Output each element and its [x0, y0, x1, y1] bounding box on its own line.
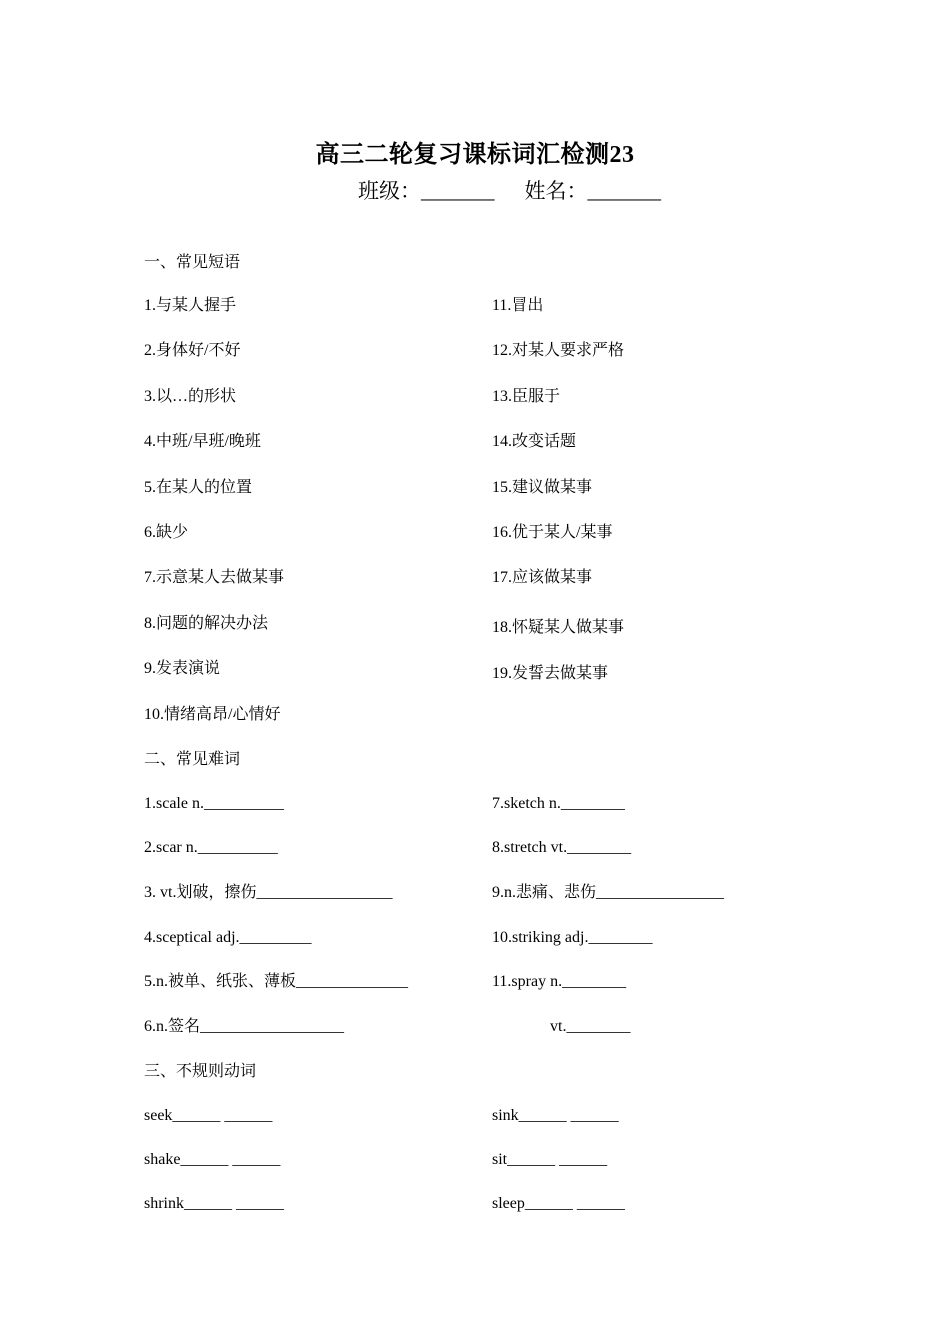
- phrase-item: 13.臣服于: [492, 388, 561, 405]
- word-item: 9.n.悲痛、悲伤________________: [492, 884, 725, 901]
- phrase-item: 2.身体好/不好: [144, 342, 241, 359]
- phrase-item: 11.冒出: [492, 297, 544, 314]
- word-item: 11.spray n.________: [492, 973, 627, 990]
- verb-item: sit______ ______: [492, 1151, 608, 1168]
- phrase-item: 12.对某人要求严格: [492, 342, 625, 359]
- phrase-item: 7.示意某人去做某事: [144, 569, 285, 586]
- phrase-item: 19.发誓去做某事: [492, 665, 609, 682]
- phrase-item: 4.中班/早班/晚班: [144, 433, 261, 450]
- verb-item: sleep______ ______: [492, 1195, 625, 1212]
- word-item: 5.n.被单、纸张、薄板______________: [144, 973, 409, 990]
- word-item: 6.n.签名__________________: [144, 1018, 345, 1035]
- word-item: vt.________: [550, 1018, 631, 1035]
- phrase-item: 5.在某人的位置: [144, 479, 253, 496]
- verb-item: sink______ ______: [492, 1107, 619, 1124]
- section-heading-verbs: 三、不规则动词: [144, 1063, 257, 1080]
- word-item: 2.scar n.__________: [144, 839, 278, 856]
- phrase-item: 6.缺少: [144, 524, 189, 541]
- section-heading-words: 二、常见难词: [144, 751, 241, 768]
- phrase-item: 3.以…的形状: [144, 388, 237, 405]
- page-title: 高三二轮复习课标词汇检测23: [315, 142, 635, 168]
- phrase-item: 8.问题的解决办法: [144, 615, 269, 632]
- name-field[interactable]: 姓名：_______: [524, 179, 661, 203]
- phrase-item: 10.情绪高昂/心情好: [144, 706, 281, 723]
- word-item: 4.sceptical adj._________: [144, 929, 312, 946]
- word-item: 3. vt.划破，擦伤_________________: [144, 884, 393, 901]
- student-info-line: [358, 175, 661, 205]
- verb-item: seek______ ______: [144, 1107, 273, 1124]
- verb-item: shake______ ______: [144, 1151, 281, 1168]
- phrase-item: 16.优于某人/某事: [492, 524, 613, 541]
- word-item: 1.scale n.__________: [144, 795, 284, 812]
- phrase-item: 17.应该做某事: [492, 569, 593, 586]
- word-item: 10.striking adj.________: [492, 929, 653, 946]
- phrase-item: 18.怀疑某人做某事: [492, 619, 625, 636]
- word-item: 7.sketch n.________: [492, 795, 625, 812]
- phrase-item: 1.与某人握手: [144, 297, 237, 314]
- verb-item: shrink______ ______: [144, 1195, 284, 1212]
- class-field[interactable]: 班级：_______: [358, 179, 495, 203]
- phrase-item: 9.发表演说: [144, 660, 221, 677]
- phrase-item: 15.建议做某事: [492, 479, 593, 496]
- phrase-item: 14.改变话题: [492, 433, 577, 450]
- section-heading-phrases: 一、常见短语: [144, 254, 241, 271]
- word-item: 8.stretch vt.________: [492, 839, 632, 856]
